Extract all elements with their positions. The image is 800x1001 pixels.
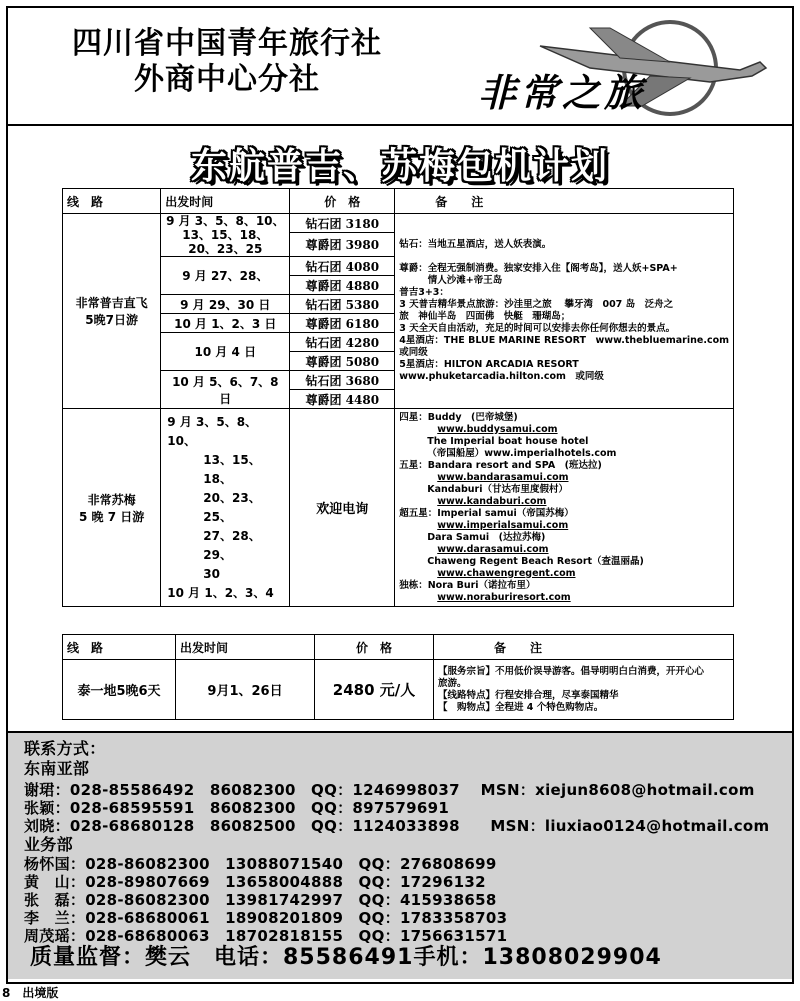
charter-table xyxy=(62,188,734,607)
note-line: 四星：Buddy (巴帝城堡) xyxy=(399,411,518,423)
date-cell: 9 月 27、28、 xyxy=(161,257,290,295)
date-text: 20、23、25、 xyxy=(203,490,261,524)
date-text: 27、28、29、 xyxy=(203,528,261,562)
dates-list xyxy=(167,413,285,603)
date-thailand: 9月1、26日 xyxy=(176,660,315,720)
table-row xyxy=(63,660,734,720)
price-cell: 钻石团 3680 xyxy=(290,371,395,390)
header-date: 出发时间 xyxy=(176,635,315,660)
date-cell xyxy=(161,214,290,257)
note-line: www.darasamui.com xyxy=(437,543,549,555)
date-text: 30 xyxy=(203,566,220,581)
route-phuket-line1: 非常普吉直飞 xyxy=(75,296,148,310)
table-header-row xyxy=(63,189,734,214)
route-phuket xyxy=(63,214,161,409)
route-samui xyxy=(63,409,161,607)
note-line: www.chawengregent.com xyxy=(437,567,576,579)
contact-line: 周茂瑶：028-68680063 18702818155 QQ：1756631571 xyxy=(24,927,508,945)
contact-line: 张 磊：028-86082300 13981742997 QQ：415938658 xyxy=(24,891,497,909)
route-thailand: 泰一地5晚6天 xyxy=(63,660,176,720)
note-line: www.phuketarcadia.hilton.com 或同级 xyxy=(399,371,604,382)
notes-block xyxy=(438,666,729,714)
price-cell: 尊爵团 6180 xyxy=(290,314,395,333)
note-line: 普吉3+3： xyxy=(399,287,449,298)
note-line: 五星：Bandara resort and SPA (班达拉) xyxy=(399,459,602,471)
thailand-table xyxy=(62,634,734,720)
header-date: 出发时间 xyxy=(161,189,290,214)
notes-phuket xyxy=(395,214,734,409)
note-line: 3 天普吉精华景点旅游：沙洼里之旅 攀牙湾 007 岛 泛舟之 xyxy=(399,299,674,310)
contact-line: 黄 山：028-89807669 13658004888 QQ：17296132 xyxy=(24,873,486,891)
note-line: www.kandaburi.com xyxy=(437,495,547,507)
header-route: 线 路 xyxy=(63,635,176,660)
header-divider xyxy=(6,124,794,126)
contact-title: 联系方式： xyxy=(24,739,106,758)
agency-line-1: 四川省中国青年旅行社 xyxy=(72,26,382,61)
note-line: www.noraburiresort.com xyxy=(437,591,571,603)
note-line: Chaweng Regent Beach Resort（查温丽晶) xyxy=(427,555,644,567)
contact-line: 李 兰：028-68680061 18908201809 QQ：1783358703 xyxy=(24,909,508,927)
note-line: 超五星：Imperial samui（帝国苏梅） xyxy=(399,507,574,519)
price-cell: 钻石团 3180 xyxy=(290,214,395,233)
note-line: 【 购物点】全程进 4 个特色购物店。 xyxy=(438,701,604,713)
contact-line: 杨怀国：028-86082300 13088071540 QQ：276808699 xyxy=(24,855,497,873)
note-line: 情人沙滩+帝王岛 xyxy=(399,275,503,286)
note-line: www.bandarasamui.com xyxy=(437,471,569,483)
header-route: 线 路 xyxy=(63,189,161,214)
note-line: www.imperialsamui.com xyxy=(437,519,569,531)
logo-text: 非常之旅 xyxy=(478,70,647,115)
header-price: 价 格 xyxy=(315,635,434,660)
note-line: 【线路特点】行程安排合理，尽享泰国精华 xyxy=(438,689,619,701)
date-text: 13、15、18、 xyxy=(203,452,261,486)
note-line: 旅 神仙半岛 四面佛 快艇 珊瑚岛； xyxy=(399,311,571,322)
contact-line: 刘晓：028-68680128 86082500 QQ：1124033898 MSN：liuxiao0124@hotmail.com xyxy=(24,817,770,835)
header-notes: 备 注 xyxy=(395,189,734,214)
header-price: 价 格 xyxy=(290,189,395,214)
route-phuket-line2: 5晚7日游 xyxy=(85,313,138,327)
price-cell-samui: 欢迎电询 xyxy=(290,409,395,607)
route-samui-line1: 非常苏梅 xyxy=(87,492,136,507)
table-row xyxy=(63,409,734,607)
note-line: 或同级 xyxy=(399,347,428,358)
page-footer: 8 出境版 xyxy=(2,986,59,1000)
note-line: 3 天全天自由活动，充足的时间可以安排去你任何你想去的景点。 xyxy=(399,323,676,334)
date-text: 13、15、18、 xyxy=(182,228,269,242)
price-cell: 尊爵团 4880 xyxy=(290,276,395,295)
quality-supervisor: 质量监督：樊云 电话：85586491手机：13808029904 xyxy=(30,945,662,970)
note-line: www.buddysamui.com xyxy=(437,423,558,435)
date-cell: 9 月 29、30 日 xyxy=(161,295,290,314)
section-business: 业务部 xyxy=(24,835,73,854)
notes-block xyxy=(399,239,729,383)
price-cell: 钻石团 5380 xyxy=(290,295,395,314)
note-line: 钻石：当地五星酒店，送人妖表演。 xyxy=(399,239,552,250)
note-line: Dara Samui (达拉苏梅) xyxy=(427,531,546,543)
note-line: 旅游。 xyxy=(438,677,467,689)
notes-samui xyxy=(395,409,734,607)
date-text: 9 月 3、5、8、10、 xyxy=(167,414,258,448)
note-line: 4星酒店：THE BLUE MARINE RESORT www.thebluemarine.com xyxy=(399,335,729,346)
date-text: 9 月 3、5、8、10、 xyxy=(166,214,285,228)
note-line: The Imperial boat house hotel xyxy=(427,435,589,447)
agency-line-2: 外商中心分社 xyxy=(134,62,320,97)
price-cell: 尊爵团 5080 xyxy=(290,352,395,371)
header-notes: 备 注 xyxy=(434,635,734,660)
page-title: 东航普吉、苏梅包机计划 xyxy=(190,146,609,187)
price-cell: 尊爵团 3980 xyxy=(290,233,395,257)
note-line xyxy=(399,251,729,263)
agency-name xyxy=(52,26,402,98)
date-text: 20、23、25 xyxy=(188,242,263,256)
note-line: （帝国船屋）www.imperialhotels.com xyxy=(427,447,617,459)
notes-block xyxy=(399,412,729,604)
section-southeast-asia: 东南亚部 xyxy=(24,759,90,778)
table-header-row xyxy=(63,635,734,660)
table-row xyxy=(63,214,734,233)
date-cell: 10 月 1、2、3 日 xyxy=(161,314,290,333)
price-cell: 尊爵团 4480 xyxy=(290,390,395,409)
date-cell: 10 月 5、6、7、8 日 xyxy=(161,371,290,409)
price-thailand: 2480 元/人 xyxy=(315,660,434,720)
note-line: 尊爵：全程无强制消费。独家安排入住【阁考岛】，送人妖+SPA+ xyxy=(399,263,678,274)
contact-line: 张颖：028-68595591 86082300 QQ：897579691 xyxy=(24,799,450,817)
date-cell-samui xyxy=(161,409,290,607)
note-line: 【服务宗旨】不用低价误导游客。倡导明明白白消费，开开心心 xyxy=(438,665,705,677)
date-cell: 10 月 4 日 xyxy=(161,333,290,371)
price-cell: 钻石团 4280 xyxy=(290,333,395,352)
route-samui-line2: 5 晚 7 日游 xyxy=(79,509,145,524)
date-text: 10 月 1、2、3、4 xyxy=(167,585,274,600)
notes-thailand xyxy=(434,660,734,720)
contact-line: 谢珺：028-85586492 86082300 QQ：1246998037 MSN：xiejun8608@hotmail.com xyxy=(24,781,755,799)
note-line: 独栋：Nora Buri（诺拉布里） xyxy=(399,579,536,591)
note-line: Kandaburi（甘达布里度假村） xyxy=(427,483,568,495)
price-cell: 钻石团 4080 xyxy=(290,257,395,276)
note-line: 5星酒店：HILTON ARCADIA RESORT xyxy=(399,359,579,370)
